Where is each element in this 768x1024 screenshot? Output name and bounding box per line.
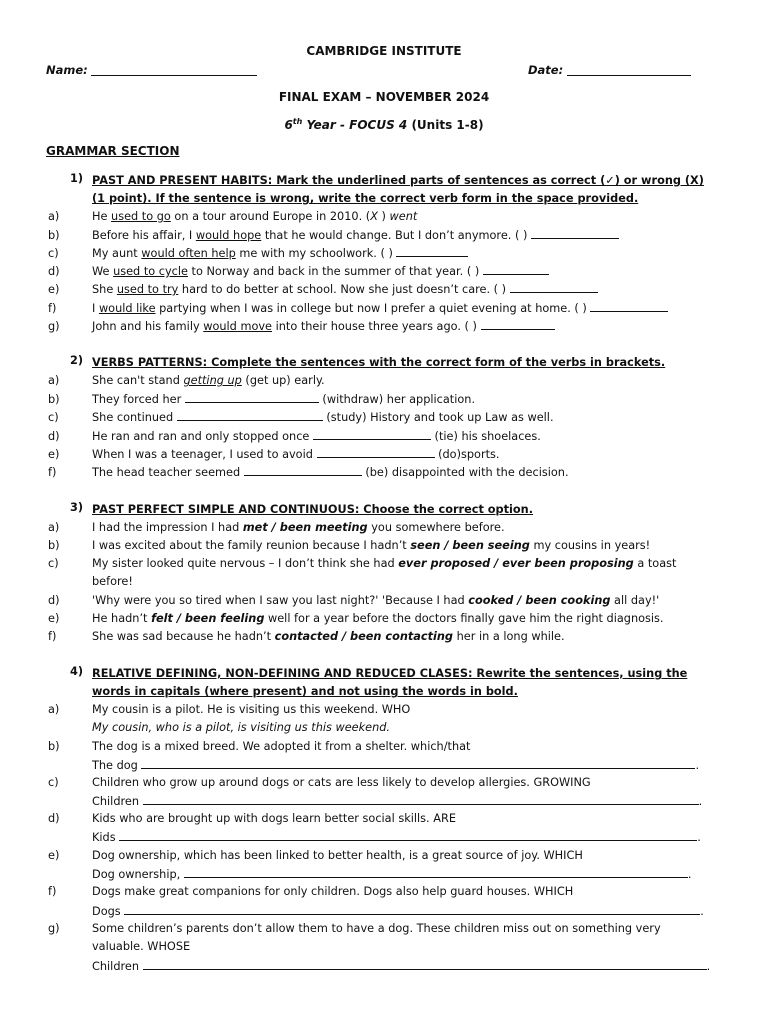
answer-blank[interactable] (317, 445, 435, 458)
answer-blank[interactable] (177, 408, 323, 421)
answer-blank[interactable] (510, 280, 598, 293)
q2-item-d: d) He ran and ran and only stopped once (tie) his shoelaces. (48, 427, 728, 446)
date-label: Date: (528, 63, 564, 77)
section-heading: GRAMMAR SECTION (46, 144, 180, 158)
q2-item-e: e) When I was a teenager, I used to avoid (do)sports. (48, 445, 728, 464)
exam-title: FINAL EXAM – NOVEMBER 2024 (278, 90, 490, 104)
q1-item-a: a) He used to go on a tour around Europe in 2010. (X ) went (48, 210, 418, 223)
answer-blank[interactable] (590, 299, 668, 312)
q3-options-e: felt / been feeling (151, 612, 265, 625)
q4-rewrite-g: Children . (92, 957, 710, 976)
q2-item-f: f) The head teacher seemed (be) disappointed with the decision. (48, 463, 728, 482)
answer-blank[interactable] (143, 792, 699, 805)
name-label: Name: (46, 63, 88, 77)
q2-answer-a: getting up (183, 374, 242, 387)
q2-item-a: a) She can't stand getting up (get up) early. (48, 374, 325, 387)
year-course: Year - FOCUS 4 (302, 118, 408, 132)
year-suffix: th (292, 117, 303, 126)
q4-item-a: a) My cousin is a pilot. He is visiting us this weekend. WHO (48, 703, 411, 716)
q3-options-f: contacted / been contacting (274, 630, 454, 643)
answer-blank[interactable] (119, 828, 697, 841)
q4-rewrite-c: Children . (92, 792, 702, 811)
q3-options-b: seen / been seeing (410, 539, 530, 552)
answer-blank[interactable] (481, 317, 555, 330)
q2-item-b: b) They forced her (withdraw) her application. (48, 390, 728, 409)
q1-item-b: b) Before his affair, I would hope that he would change. But I don’t anymore. ( ) (48, 226, 728, 245)
q2-item-c: c) She continued (study) History and took up Law as well. (48, 408, 728, 427)
q4-rewrite-f: Dogs . (92, 902, 704, 921)
q1-item-c: c) My aunt would often help me with my schoolwork. ( ) (48, 244, 728, 263)
course-title (0, 117, 768, 132)
q4-number: 4) (70, 665, 84, 678)
q3-item-a: a) I had the impression I had met / been meeting you somewhere before. (48, 521, 505, 534)
year-number: 6 (284, 118, 293, 132)
q4-item-c: c) Children who grow up around dogs or cats are less likely to develop allergies. GROWING (48, 776, 591, 789)
q4-item-d: d) Kids who are brought up with dogs learn better social skills. ARE (48, 812, 456, 825)
q1-number: 1) (70, 172, 84, 185)
q4-title: RELATIVE DEFINING, NON-DEFINING AND REDUCED CLASES: Rewrite the sentences, using the words in capitals (where present) and not using the words in bold. (92, 667, 688, 699)
answer-blank[interactable] (185, 390, 319, 403)
q1-item-e: e) She used to try hard to do better at school. Now she just doesn’t care. ( ) (48, 280, 728, 299)
q4-item-e: e) Dog ownership, which has been linked to better health, is a great source of joy. WHICH (48, 849, 583, 862)
answer-blank[interactable] (396, 244, 468, 257)
answer-blank[interactable] (483, 262, 549, 275)
q3-item-f: f) She was sad because he hadn’t contacted / been contacting her in a long while. (48, 630, 565, 643)
q4-item-f: f) Dogs make great companions for only children. Dogs also help guard houses. WHICH (48, 885, 574, 898)
q1-item-g: g) John and his family would move into their house three years ago. ( ) (48, 317, 728, 336)
answer-blank[interactable] (141, 756, 695, 769)
date-blank[interactable] (567, 63, 691, 76)
answer-blank[interactable] (184, 865, 688, 878)
answer-blank[interactable] (124, 902, 700, 915)
q3-item-e: e) He hadn’t felt / been feeling well for a year before the doctors finally gave him the right diagnosis. (48, 612, 664, 625)
q4-answer-a: My cousin, who is a pilot, is visiting us this weekend. (92, 721, 391, 734)
q1-answer-a: went (389, 210, 418, 223)
q4-item-g-cont: valuable. WHOSE (92, 940, 191, 953)
q1-title: PAST AND PRESENT HABITS: Mark the underlined parts of sentences as correct (✓) or wrong (X) (1 point). If the sentence is wrong, write the correct verb form in the space provided. (92, 174, 704, 206)
q3-item-c: c) My sister looked quite nervous – I don’t think she had ever proposed / ever been proposing a toast (48, 557, 677, 570)
q2-number: 2) (70, 354, 84, 367)
q1-item-f: f) I would like partying when I was in college but now I prefer a quiet evening at home. ( ) (48, 299, 728, 318)
q3-item-b: b) I was excited about the family reunion because I hadn’t seen / been seeing my cousins in years! (48, 539, 651, 552)
institute-title: CAMBRIDGE INSTITUTE (306, 44, 462, 58)
q3-options-d: cooked / been cooking (468, 594, 611, 607)
q4-rewrite-b: The dog . (92, 756, 699, 775)
answer-blank[interactable] (531, 226, 619, 239)
q4-item-g: g) Some children’s parents don’t allow them to have a dog. These children miss out on something very (48, 922, 661, 935)
q3-item-d: d) 'Why were you so tired when I saw you last night?' 'Because I had cooked / been cooking all day!' (48, 594, 660, 607)
course-units: (Units 1-8) (407, 118, 484, 132)
q3-title: PAST PERFECT SIMPLE AND CONTINUOUS: Choose the correct option. (92, 503, 534, 516)
q3-options-c: ever proposed / ever been proposing (398, 557, 634, 570)
name-blank[interactable] (91, 63, 257, 76)
q1-item-d: d) We used to cycle to Norway and back in the summer of that year. ( ) (48, 262, 728, 281)
q4-rewrite-e: Dog ownership, . (92, 865, 691, 884)
answer-blank[interactable] (313, 427, 431, 440)
q2-title: VERBS PATTERNS: Complete the sentences with the correct form of the verbs in brackets. (92, 356, 666, 369)
answer-blank[interactable] (143, 957, 707, 970)
q4-rewrite-d: Kids . (92, 828, 701, 847)
q3-item-c-cont: before! (92, 575, 133, 588)
answer-blank[interactable] (244, 463, 362, 476)
q4-item-b: b) The dog is a mixed breed. We adopted it from a shelter. which/that (48, 740, 471, 753)
q3-options-a: met / been meeting (242, 521, 368, 534)
q3-number: 3) (70, 501, 84, 514)
